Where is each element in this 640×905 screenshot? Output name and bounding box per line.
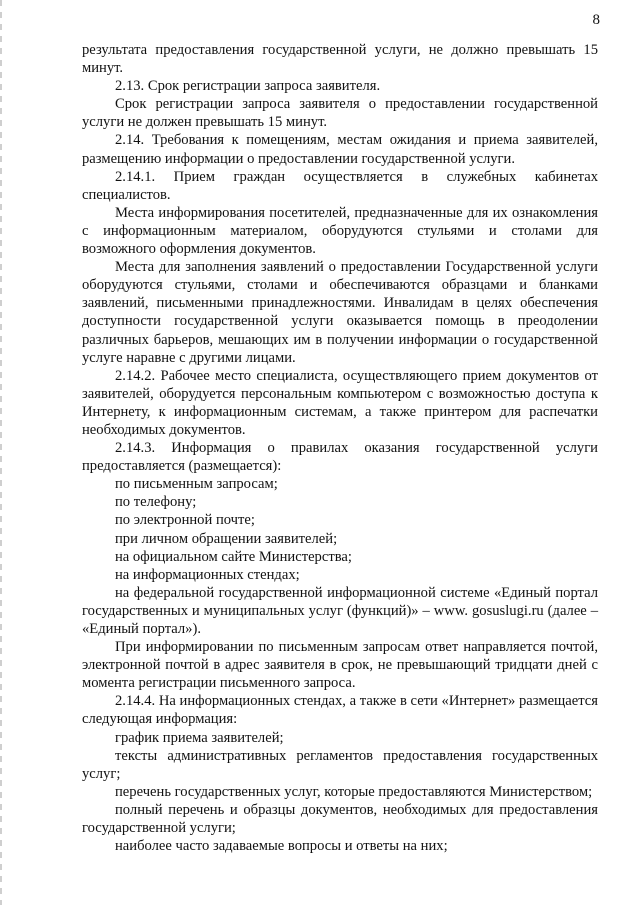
list-item: по электронной почте; <box>115 512 255 529</box>
section-heading-2-14: 2.14. Требования к помещениям, местам ожидания и приема заявителей, размещению информации о предоставлении государственной услуги. <box>82 132 598 167</box>
list-item: на федеральной государственной информационной системе «Единый портал государственных и муниципальных услуг (функций)» – www. gosuslugi.ru (далее – «Единый портал»). <box>82 584 598 637</box>
page-number: 8 <box>592 12 600 28</box>
paragraph: 2.14.1. Прием граждан осуществляется в служебных кабинетах специалистов. <box>82 168 598 203</box>
paragraph: 2.14.2. Рабочее место специалиста, осуществляющего прием документов от заявителей, оборудуется персональным компьютером с возможностью доступа к Интернету, к информационным системам, а также принтером для распечатки необходимых документов. <box>82 367 598 438</box>
list-item: перечень государственных услуг, которые предоставляются Министерством; <box>115 783 593 800</box>
section-heading-2-13: 2.13. Срок регистрации запроса заявителя. <box>115 78 381 95</box>
list-item: по телефону; <box>115 494 197 511</box>
paragraph: При информировании по письменным запросам ответ направляется почтой, электронной почтой в адрес заявителя в срок, не превышающий тридцати дней с момента регистрации письменного запроса. <box>82 639 598 692</box>
list-item: по письменным запросам; <box>115 476 278 493</box>
list-item: на официальном сайте Министерства; <box>115 548 352 565</box>
list-item: полный перечень и образцы документов, необходимых для предоставления государственной услуги; <box>82 801 598 837</box>
paragraph: Срок регистрации запроса заявителя о предоставлении государственной услуги не должен превышать 15 минут. <box>82 96 598 131</box>
paragraph: Места информирования посетителей, предназначенные для их ознакомления с информационным материалом, оборудуются стульями и столами для возможного оформления документов. <box>82 204 598 258</box>
paragraph: 2.14.4. На информационных стендах, а также в сети «Интернет» размещается следующая информация: <box>82 693 598 728</box>
list-item: график приема заявителей; <box>115 729 284 746</box>
paragraph: результата предоставления государственной услуги, не должно превышать 15 минут. <box>82 42 598 77</box>
list-item: тексты административных регламентов предоставления государственных услуг; <box>82 747 598 782</box>
list-item: на информационных стендах; <box>115 566 300 583</box>
binding-edge <box>0 0 2 905</box>
paragraph: 2.14.3. Информация о правилах оказания государственной услуги предоставляется (размещается): <box>82 440 598 475</box>
list-item: при личном обращении заявителей; <box>115 530 338 547</box>
list-item: наиболее часто задаваемые вопросы и ответы на них; <box>115 838 448 855</box>
document-body <box>82 41 598 855</box>
paragraph: Места для заполнения заявлений о предоставлении Государственной услуги оборудуются стульями, столами и обеспечиваются образцами и бланками заявлений, письменными принадлежностями. Инвалидам в целях обеспечения доступности государственной услуги оказывается помощь в преодолении различных барьеров, мешающих им в получении информации о государственной услуге наравне с другими лицами. <box>82 259 598 366</box>
